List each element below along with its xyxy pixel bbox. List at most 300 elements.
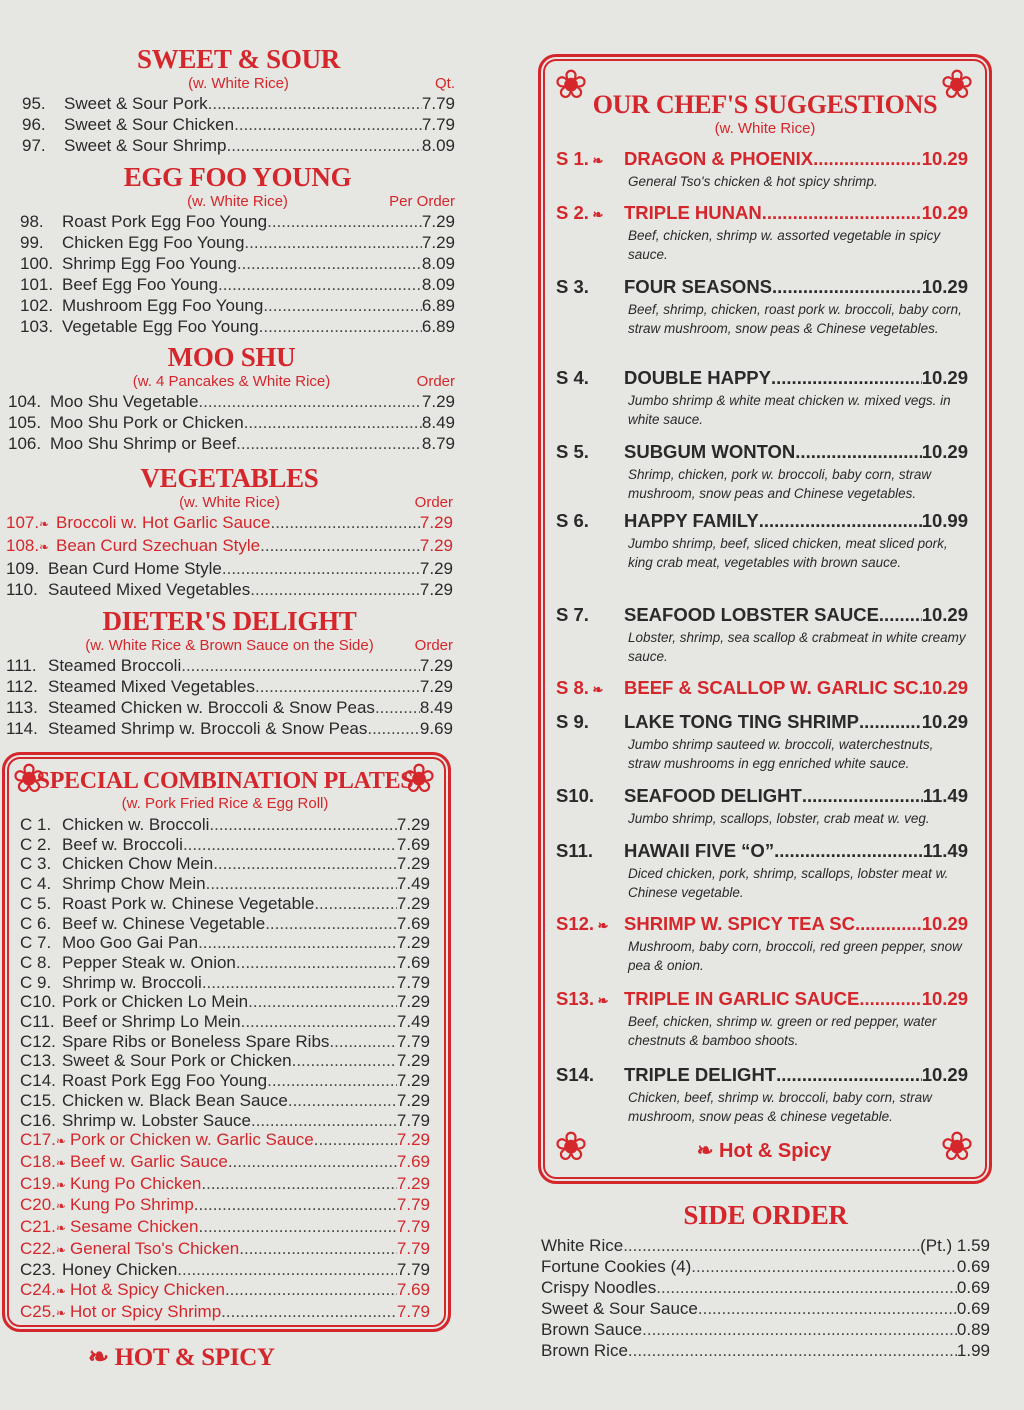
item-name: Pork or Chicken w. Garlic Sauce (70, 1130, 314, 1150)
item-name: Beef Egg Foo Young (62, 275, 218, 294)
section-moo-shu (8, 342, 455, 454)
item-name: Beef w. Chinese Vegetable (62, 913, 266, 933)
menu-item (541, 1277, 990, 1298)
item-price: 7.29 (421, 392, 455, 411)
item-price: 7.79 (396, 1260, 430, 1280)
item-name: Honey Chicken (62, 1260, 178, 1280)
item-price: 0.69 (956, 1257, 990, 1276)
item-price: 11.49 (922, 840, 968, 861)
menu-item (22, 93, 455, 114)
menu-item (20, 894, 430, 914)
item-name: HAWAII FIVE “O” (624, 840, 775, 861)
item-number: C12. (20, 1031, 56, 1051)
spicy-pepper-icon: ❧ (588, 682, 604, 697)
menu-item (20, 253, 455, 274)
menu-item (20, 295, 455, 316)
item-number: C17.❧ (20, 1130, 66, 1150)
item-name: FOUR SEASONS (624, 276, 773, 297)
item-price: 7.29 (421, 212, 455, 231)
item-name: Vegetable Egg Foo Young (62, 317, 259, 336)
item-price: 10.29 (921, 604, 968, 625)
item-description: Beef, chicken, shrimp w. green or red pepper, water chestnuts & bamboo shoots. (628, 1014, 937, 1048)
item-number: C25.❧ (20, 1301, 66, 1321)
section-dieters-delight (6, 606, 453, 739)
item-price: 7.49 (396, 874, 430, 894)
item-price: 10.99 (921, 510, 968, 531)
item-price: 7.29 (396, 933, 430, 953)
item-name: Beef or Shrimp Lo Mein (62, 1012, 241, 1032)
dot-leader (656, 1277, 957, 1298)
menu-item (541, 1340, 990, 1361)
item-name: Bean Curd Szechuan Style (56, 536, 261, 555)
chef-item (556, 913, 968, 975)
dot-leader (177, 1260, 397, 1280)
item-price: 7.79 (396, 1301, 430, 1321)
item-number: 113. (6, 698, 38, 717)
spicy-pepper-icon: ❧ (594, 918, 609, 933)
menu-item (20, 1280, 430, 1302)
floral-ornament-icon: ❀ (12, 757, 46, 801)
item-number (556, 276, 624, 298)
dot-leader (270, 512, 419, 535)
dot-leader (227, 135, 422, 156)
menu-item (6, 655, 453, 676)
menu-item (20, 933, 430, 953)
menu-item (6, 512, 453, 535)
dot-leader (774, 840, 923, 862)
menu-item (20, 1302, 430, 1324)
menu-item (20, 854, 430, 874)
item-price: 10.29 (921, 367, 968, 388)
item-number: 99. (20, 233, 44, 252)
section-subtitle: (w. White Rice) (179, 494, 280, 511)
item-price: 7.29 (419, 536, 453, 555)
: S13. (556, 988, 595, 1009)
item-price: 9.69 (419, 719, 453, 738)
item-price: 7.69 (396, 1280, 430, 1300)
item-name: Roast Pork w. Chinese Vegetable (62, 893, 315, 913)
item-price: 7.79 (396, 1031, 430, 1051)
item-name: DRAGON & PHOENIX (624, 148, 814, 169)
dot-leader (859, 711, 922, 733)
item-name: Broccoli w. Hot Garlic Sauce (56, 513, 271, 532)
menu-item (22, 135, 455, 156)
chef-item-header (556, 840, 968, 862)
chef-item-header (556, 202, 968, 224)
hot-spicy-legend: ❧ HOT & SPICY (88, 1344, 275, 1371)
item-name: Moo Shu Pork or Chicken (50, 413, 244, 432)
item-name: Sauteed Mixed Vegetables (48, 580, 251, 599)
menu-item (6, 697, 453, 718)
item-number: 98. (20, 212, 44, 231)
section-title: DIETER'S DELIGHT (102, 606, 357, 636)
item-name: Sweet & Sour Shrimp (64, 136, 227, 155)
hot-spicy-legend: ❧ Hot & Spicy (696, 1140, 832, 1162)
item-number: 96. (22, 115, 46, 134)
menu-item (20, 1217, 430, 1239)
menu-item (541, 1235, 990, 1256)
floral-ornament-icon: ❀ (940, 63, 974, 107)
spicy-pepper-icon: ❧ (588, 207, 604, 222)
dot-leader (181, 655, 420, 676)
section-subtitle: (w. White Rice & Brown Sauce on the Side) (85, 637, 374, 654)
item-price: 10.29 (921, 202, 968, 223)
dot-leader (691, 1256, 957, 1277)
section-subtitle: (w. 4 Pancakes & White Rice) (132, 373, 331, 390)
item-price: 1.99 (956, 1341, 990, 1360)
section-subtitle: (w. White Rice) (714, 120, 816, 137)
spicy-pepper-icon: ❧ (88, 1344, 115, 1371)
chef-item (556, 276, 968, 338)
dot-leader (772, 276, 922, 298)
dot-leader (239, 1239, 397, 1261)
dot-leader (199, 1217, 397, 1239)
item-number: C13. (20, 1051, 56, 1071)
dot-leader (202, 973, 397, 993)
item-name: Mushroom Egg Foo Young (62, 296, 264, 315)
dot-leader (259, 316, 422, 337)
item-name: General Tso's Chicken (70, 1238, 240, 1258)
item-number: C10. (20, 992, 56, 1012)
item-name: Steamed Shrimp w. Broccoli & Snow Peas (48, 719, 368, 738)
item-name: Shrimp Egg Foo Young (62, 254, 237, 273)
item-number: C16. (20, 1110, 56, 1130)
dot-leader (267, 211, 422, 232)
menu-item (20, 316, 455, 337)
item-name: BEEF & SCALLOP W. GARLIC SC (624, 677, 919, 698)
item-name: Steamed Mixed Vegetables (48, 677, 255, 696)
menu-item (20, 835, 430, 855)
: S12. (556, 913, 595, 934)
item-name: Bean Curd Home Style (48, 559, 222, 578)
item-name: TRIPLE DELIGHT (624, 1064, 777, 1085)
item-number (556, 913, 624, 935)
item-price: 8.49 (419, 698, 453, 717)
item-description: Diced chicken, pork, shrimp, scallops, lobster meat w. Chinese vegetable. (628, 866, 949, 900)
chef-item (556, 988, 968, 1050)
item-name: SHRIMP W. SPICY TEA SC (624, 913, 855, 934)
section-title: OUR CHEF'S SUGGESTIONS (592, 90, 938, 119)
item-name: HAPPY FAMILY (624, 510, 759, 531)
item-price: 10.29 (921, 148, 968, 169)
item-number: C18.❧ (20, 1151, 66, 1171)
item-number: 95. (22, 94, 46, 113)
item-price: 7.29 (396, 1051, 430, 1071)
item-price: 7.29 (396, 1090, 430, 1110)
chef-item (556, 1064, 968, 1126)
item-number (556, 367, 624, 389)
dot-leader (201, 1174, 397, 1196)
menu-item (20, 232, 455, 253)
item-price: 10.29 (921, 276, 968, 297)
item-name: Hot or Spicy Shrimp (70, 1301, 222, 1321)
menu-item (8, 433, 455, 454)
dot-leader (795, 441, 921, 463)
chef-item (556, 604, 968, 666)
item-price: 10.29 (921, 1064, 968, 1085)
dot-leader (198, 933, 397, 953)
item-number: C 3. (20, 854, 52, 874)
section-egg-foo-young (20, 162, 455, 337)
dot-leader (234, 114, 422, 135)
dot-leader (222, 558, 420, 579)
item-number (556, 840, 624, 862)
size-label: Order (414, 494, 453, 511)
item-description: Jumbo shrimp, scallops, lobster, crab meat w. veg. (628, 811, 930, 826)
item-number: C19.❧ (20, 1173, 66, 1193)
spicy-pepper-icon: ❧ (55, 1242, 66, 1257)
dot-leader (244, 412, 422, 433)
item-number: C 7. (20, 933, 52, 953)
item-name: Moo Goo Gai Pan (62, 933, 199, 953)
item-name: Brown Sauce (541, 1320, 643, 1339)
dot-leader (244, 232, 421, 253)
item-price: 7.69 (396, 952, 430, 972)
item-price: 0.89 (956, 1320, 990, 1339)
item-price: 8.79 (421, 434, 455, 453)
item-price: 7.49 (396, 1012, 430, 1032)
item-number (556, 202, 624, 224)
item-price: 7.29 (396, 854, 430, 874)
chef-item (556, 711, 968, 773)
dot-leader (228, 1152, 397, 1174)
item-description: Jumbo shrimp sauteed w. broccoli, waterchestnuts, straw mushrooms in egg enriched white sauce. (628, 737, 934, 771)
dot-leader (314, 894, 397, 914)
spicy-pepper-icon: ❧ (39, 517, 50, 531)
section-subtitle: (w. White Rice) (188, 75, 289, 92)
item-name: SEAFOOD DELIGHT (624, 785, 802, 806)
item-price: 7.29 (396, 1173, 430, 1193)
item-number (556, 148, 624, 170)
item-name: Chicken w. Black Bean Sauce (62, 1090, 288, 1110)
floral-ornament-icon: ❀ (554, 1125, 588, 1169)
item-price: 7.29 (396, 1130, 430, 1150)
menu-item (8, 412, 455, 433)
item-name: SEAFOOD LOBSTER SAUCE (624, 604, 879, 625)
item-price: 7.29 (421, 233, 455, 252)
item-description: Beef, shrimp, chicken, roast pork w. broccoli, baby corn, straw mushroom, snow peas & Chinese vegetables. (628, 302, 962, 336)
chef-item (556, 202, 968, 264)
section-subtitle: (w. Pork Fried Rice & Egg Roll) (121, 795, 329, 812)
dot-leader (236, 953, 397, 973)
item-number: C 1. (20, 815, 52, 834)
dot-leader (221, 1302, 397, 1324)
item-description: Lobster, shrimp, sea scallop & crabmeat in white creamy sauce. (628, 630, 966, 664)
item-name: SUBGUM WONTON (624, 441, 796, 462)
dot-leader (183, 835, 397, 855)
dot-leader (698, 1298, 957, 1319)
item-price: 10.29 (921, 913, 968, 934)
item-number: C 9. (20, 972, 52, 992)
chef-item (556, 510, 968, 572)
item-name: Shrimp w. Lobster Sauce (62, 1110, 251, 1130)
item-name: Sesame Chicken (70, 1217, 199, 1237)
item-name: Beef w. Broccoli (62, 834, 183, 854)
item-description: Jumbo shrimp, beef, sliced chicken, meat sliced pork, king crab meat, vegetables with brown sauce. (628, 536, 948, 570)
size-label: Per Order (389, 193, 455, 210)
item-number: C11. (20, 1012, 55, 1032)
chef-item (556, 441, 968, 503)
chef-item-header (556, 276, 968, 298)
: S 2. (556, 202, 589, 223)
item-number: C24.❧ (20, 1280, 66, 1300)
dot-leader (263, 295, 422, 316)
chef-item-header (556, 604, 968, 626)
floral-ornament-icon: ❀ (940, 1125, 974, 1169)
item-price: 7.29 (396, 1071, 430, 1091)
item-number: C14. (20, 1071, 56, 1091)
item-price: 7.29 (419, 677, 453, 696)
menu-item (20, 1091, 430, 1111)
dot-leader (762, 202, 922, 224)
chef-item-header (556, 367, 968, 389)
item-price: 6.89 (421, 296, 455, 315)
item-number: C23. (20, 1260, 56, 1280)
item-price: 0.69 (956, 1299, 990, 1318)
item-name: Crispy Noodles (541, 1278, 657, 1297)
item-price: 7.29 (419, 513, 453, 532)
item-name: Roast Pork Egg Foo Young (62, 1071, 268, 1091)
spicy-pepper-icon: ❧ (39, 540, 50, 554)
menu-item (20, 274, 455, 295)
: S10. (556, 785, 595, 806)
item-number (556, 1064, 624, 1086)
dot-leader (267, 1071, 397, 1091)
dot-leader (206, 874, 397, 894)
menu-item (20, 1239, 430, 1261)
item-number: C21.❧ (20, 1217, 66, 1237)
menu-item (22, 114, 455, 135)
item-price: 7.69 (396, 834, 430, 854)
chef-item-header (556, 1064, 968, 1086)
chef-item-header (556, 510, 968, 532)
item-price: 8.09 (421, 254, 455, 273)
item-price: 7.79 (396, 1195, 430, 1215)
dot-leader (859, 988, 921, 1010)
item-price: 7.79 (421, 94, 455, 113)
dot-leader (367, 718, 420, 739)
menu-item (20, 1152, 430, 1174)
section-sweet-sour (22, 44, 455, 156)
menu-item (20, 1174, 430, 1196)
item-number: 106. (8, 434, 42, 453)
item-price: 7.69 (396, 913, 430, 933)
item-number: C22.❧ (20, 1238, 66, 1258)
dot-leader (628, 1340, 957, 1361)
item-price: 7.79 (421, 115, 455, 134)
section-combination-plates (20, 768, 430, 1324)
spicy-pepper-icon: ❧ (55, 1134, 66, 1149)
item-price: 7.29 (396, 992, 430, 1012)
: S 9. (556, 711, 589, 732)
dot-leader (623, 1235, 920, 1256)
spicy-pepper-icon: ❧ (696, 1140, 720, 1162)
spicy-pepper-icon: ❧ (588, 153, 604, 168)
item-number: C20.❧ (20, 1195, 66, 1215)
item-name: Steamed Broccoli (48, 656, 182, 675)
item-name: Sweet & Sour Chicken (64, 115, 235, 134)
menu-item (541, 1256, 990, 1277)
item-description: Beef, chicken, shrimp w. assorted vegetable in spicy sauce. (628, 228, 941, 262)
menu-item (20, 953, 430, 973)
item-name: Moo Shu Vegetable (50, 392, 199, 411)
section-title: SIDE ORDER (683, 1200, 848, 1230)
item-price: 7.79 (396, 1238, 430, 1258)
: S 5. (556, 441, 589, 462)
item-name: Sweet & Sour Sauce (541, 1299, 698, 1318)
item-number: 100. (20, 254, 54, 273)
item-name: Roast Pork Egg Foo Young (62, 212, 268, 231)
menu-item (541, 1319, 990, 1340)
item-name: Steamed Chicken w. Broccoli & Snow Peas (48, 698, 375, 717)
: S 3. (556, 276, 589, 297)
item-number: C 6. (20, 913, 52, 933)
chef-item (556, 840, 968, 902)
item-number: 110. (6, 580, 38, 599)
chef-item (556, 785, 968, 828)
dot-leader (241, 1012, 397, 1032)
: S11. (556, 840, 594, 861)
item-price: 7.29 (396, 815, 430, 834)
item-price: 6.89 (421, 317, 455, 336)
section-title: MOO SHU (167, 342, 296, 372)
section-title: EGG FOO YOUNG (123, 162, 352, 192)
item-name: Fortune Cookies (4) (541, 1257, 692, 1276)
dot-leader (194, 1195, 397, 1217)
item-name: Kung Po Shrimp (70, 1195, 194, 1215)
item-name: Beef w. Garlic Sauce (70, 1151, 228, 1171)
spicy-pepper-icon: ❧ (55, 1305, 66, 1320)
spicy-pepper-icon: ❧ (55, 1155, 66, 1170)
item-name: White Rice (541, 1236, 624, 1255)
menu-item (20, 1071, 430, 1091)
spicy-pepper-icon: ❧ (55, 1199, 66, 1214)
item-price: 10.29 (921, 441, 968, 462)
dot-leader (776, 1064, 922, 1086)
item-number: 112. (6, 677, 38, 696)
menu-item (541, 1298, 990, 1319)
menu-item (20, 815, 430, 835)
item-price: 8.49 (421, 413, 455, 432)
dot-leader (251, 1111, 397, 1131)
item-name: TRIPLE IN GARLIC SAUCE (624, 988, 860, 1009)
item-price: 7.29 (419, 656, 453, 675)
dot-leader (375, 697, 420, 718)
dot-leader (260, 535, 420, 558)
item-price: 11.49 (922, 785, 968, 806)
dot-leader (329, 1032, 396, 1052)
item-name: Chicken w. Broccoli (62, 815, 210, 834)
size-label: Qt. (434, 75, 455, 92)
dot-leader (225, 1280, 397, 1302)
item-description: Mushroom, baby corn, broccoli, red green pepper, snow pea & onion. (628, 939, 962, 973)
item-name: LAKE TONG TING SHRIMP (624, 711, 860, 732)
item-price: 7.29 (396, 893, 430, 913)
item-price: 8.09 (421, 275, 455, 294)
menu-item (6, 718, 453, 739)
item-number: C 4. (20, 874, 52, 894)
chef-item (556, 148, 968, 191)
item-name: Shrimp w. Broccoli (62, 972, 202, 992)
item-name: Sweet & Sour Pork or Chicken (62, 1051, 292, 1071)
menu-item (6, 579, 453, 600)
menu-item (20, 211, 455, 232)
dot-leader (198, 391, 422, 412)
item-number: C 5. (20, 893, 52, 913)
dot-leader (813, 148, 922, 170)
dot-leader (248, 992, 397, 1012)
item-price: 7.79 (396, 972, 430, 992)
